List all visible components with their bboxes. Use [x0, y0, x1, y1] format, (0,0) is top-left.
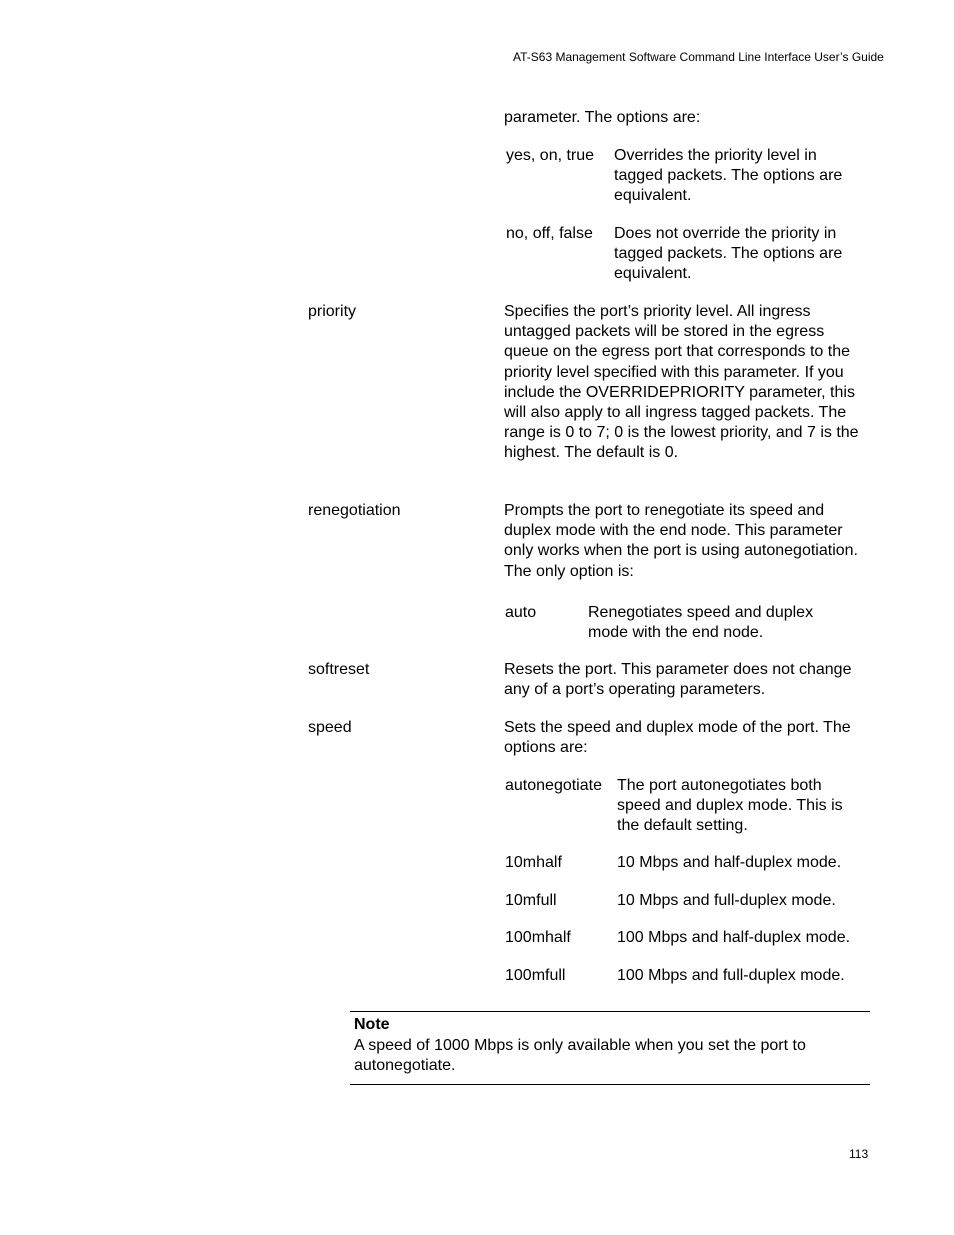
option-desc-yes: [614, 146, 870, 207]
param-term-softreset: softreset: [308, 661, 370, 678]
page-number: 113: [849, 1147, 869, 1161]
note-bottom-rule: [350, 1084, 870, 1085]
note-text: A speed of 1000 Mbps is only available when you set the port to autonegotiate.: [354, 1037, 806, 1075]
option-desc-no-text: Does not override the priority in tagged packets. The options are equivalent.: [614, 225, 843, 283]
speed-option-desc: The port autonegotiates both speed and duplex mode. This is the default setting.: [617, 777, 843, 835]
speed-option-desc: 10 Mbps and full-duplex mode.: [617, 892, 836, 909]
speed-option-desc: 100 Mbps and half-duplex mode.: [617, 929, 851, 946]
intro-text: parameter. The options are:: [504, 109, 701, 126]
speed-option-desc: 100 Mbps and full-duplex mode.: [617, 967, 845, 984]
param-desc-softreset: Resets the port. This parameter does not change any of a port’s operating parameters.: [504, 661, 852, 699]
param-desc-renegotiation: Prompts the port to renegotiate its speed and duplex mode with the end node. This parameter only works when the port is using autonegotiation. The only option is:: [504, 502, 858, 580]
speed-option-key: autonegotiate: [505, 777, 602, 794]
param-term-priority: priority: [308, 303, 357, 320]
speed-option-key: 100mhalf: [505, 929, 571, 946]
note-title: Note: [354, 1016, 390, 1033]
running-header: AT-S63 Management Software Command Line Interface User’s Guide: [513, 50, 884, 64]
param-term-speed: speed: [308, 719, 352, 736]
speed-option-key: 10mfull: [505, 892, 557, 909]
param-desc-priority: Specifies the port’s priority level. All ingress untagged packets will be stored in the egress queue on the egress port that corresponds to the priority level specified with this parameter. If you include the OVERRIDEPRIORITY parameter, this will also apply to all ingress tagged packets. The range is 0 to 7; 0 is the lowest priority, and 7 is the highest. The default is 0.: [504, 303, 859, 462]
speed-option-key: 100mfull: [505, 967, 566, 984]
note-top-rule: [350, 1011, 870, 1012]
option-key-yes: yes, on, true: [506, 147, 595, 164]
option-key-no: no, off, false: [506, 225, 593, 242]
param-desc-speed: Sets the speed and duplex mode of the port. The options are:: [504, 719, 851, 757]
option-desc-auto: Renegotiates speed and duplex mode with the end node.: [588, 604, 814, 642]
option-key-auto: auto: [505, 604, 537, 621]
speed-option-key: 10mhalf: [505, 854, 562, 871]
option-desc-yes-text: Overrides the priority level in tagged packets. The options are equivalent.: [614, 147, 843, 205]
speed-option-desc: 10 Mbps and half-duplex mode.: [617, 854, 842, 871]
param-term-renegotiation: renegotiation: [308, 502, 401, 519]
option-desc-no: [614, 224, 870, 285]
